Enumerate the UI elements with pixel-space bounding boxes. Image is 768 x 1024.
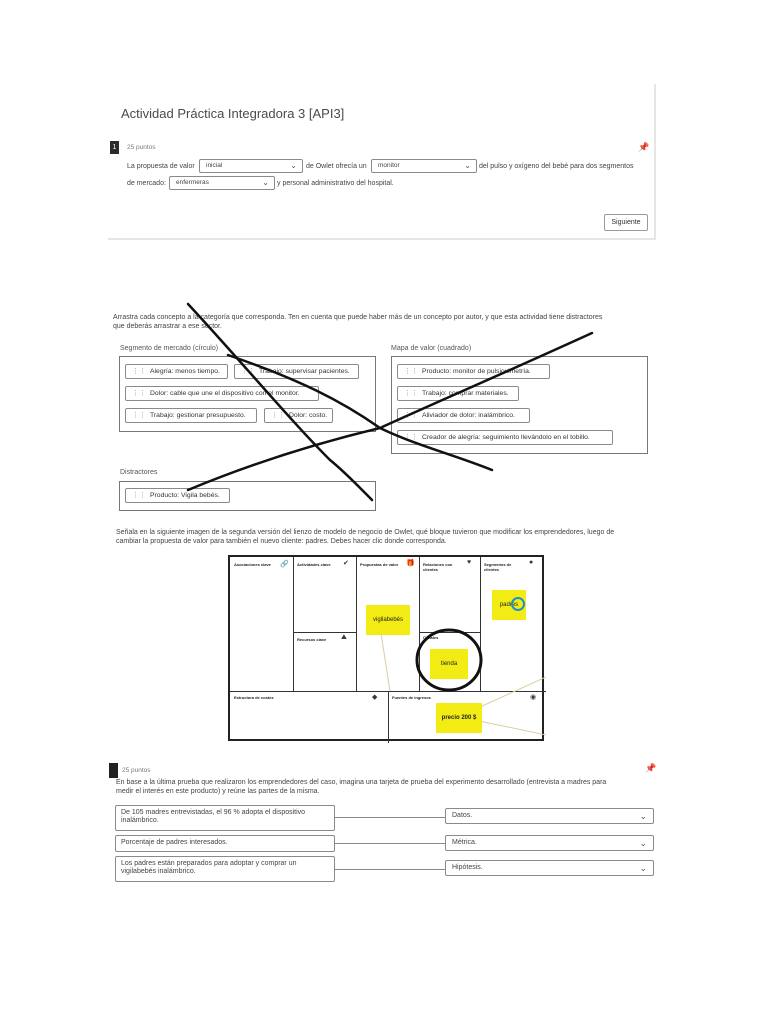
block-key-resources[interactable]: Recursos clave [297,637,327,642]
chevron-down-icon: ⌄ [464,161,471,170]
chip-label: Creador de alegría: seguimiento llevándolo en el tobillo. [422,434,590,441]
chip-label: Aliviador de dolor: inalámbrico. [422,412,515,419]
select-value: Hipótesis. [452,864,483,871]
chip-label: Trabajo: comprar materiales. [422,390,509,397]
drag-handle-icon: ⋮⋮ [132,390,146,397]
next-button[interactable]: Siguiente [604,214,648,231]
block-channels[interactable]: Canales [423,635,439,640]
select-value: inicial [206,162,223,169]
drag-handle-icon: ⋮⋮ [132,412,146,419]
matching-instructions [116,778,656,796]
select-value: Datos. [452,812,473,819]
match-prompt [115,835,335,852]
drag-handle-icon: ⋮⋮ [404,434,418,441]
select-value: Métrica. [452,839,477,846]
pin-icon[interactable]: 📌 [638,142,650,152]
block-value-proposition[interactable]: Propuestas de valor [360,562,399,567]
chip-label: Trabajo: gestionar presupuesto. [150,412,246,419]
sticky-note-segment: padres [492,590,526,620]
drag-handle-icon: ⋮⋮ [404,368,418,375]
chip-label: Alegría: menos tiempo. [150,368,220,375]
question-text-e: y personal administrativo del hospital. [277,180,394,187]
instructions-line: que deberás arrastrar a ese sector. [113,323,222,330]
block-cost-structure[interactable]: Estructura de costes [234,695,274,700]
page-title: Actividad Práctica Integradora 3 [API3] [121,106,345,121]
match-connector-line [335,843,445,844]
heart-icon: ♥ [467,559,472,566]
factory-icon: ⛰ [341,634,347,641]
match-answer-select[interactable] [445,808,654,824]
match-connector-line [335,817,445,818]
zone-title-market-segment: Segmento de mercado (círculo) [120,345,219,352]
prompt-line: inalámbrico. [121,817,159,824]
question-text-d: de mercado: [127,180,166,187]
money-bag-icon: ◉ [530,694,537,701]
tag-icon: ◆ [372,694,378,701]
select-value: enfermeras [176,179,209,186]
drag-handle-icon: ⋮⋮ [404,412,418,419]
question-text-a: La propuesta de valor [127,163,195,170]
points-label: 25 puntos [122,767,151,774]
chip-label: Trabajo: supervisar pacientes. [259,368,350,375]
instructions-line: En base a la última prueba que realizaron los emprendedores del caso, imagina una tarjeta de prueba del experimento desarrollado (entrevista a madres para [116,779,607,786]
prompt-line: Los padres están preparados para adoptar y comprar un [121,860,297,867]
check-icon: ✔ [343,560,349,567]
gift-icon: 🎁 [406,560,415,567]
sticky-note-value: vigilabebés [366,605,410,635]
match-prompt [115,856,335,882]
chip-label: Producto: Vigila bebés. [150,492,220,499]
drag-handle-icon: ⋮⋮ [241,368,255,375]
instructions-line: medir el interés en este producto) y reúne las partes de la misma. [116,788,320,795]
drag-handle-icon: ⋮⋮ [132,368,146,375]
question-number-badge: 1 [110,141,119,154]
chip-label: Dolor: cable que une el dispositivo con el monitor. [150,390,300,397]
points-label: 25 puntos [127,144,156,151]
chip-label: Producto: monitor de pulsioximetría. [422,368,531,375]
zone-title-value-map: Mapa de valor (cuadrado) [391,345,472,352]
zone-title-distractors: Distractores [120,469,158,476]
block-revenue-streams[interactable]: Fuentes de ingresos [392,695,431,700]
prompt-line: vigilabebés inalámbrico. [121,868,196,875]
select-value: monitor [378,162,400,169]
drag-handle-icon: ⋮⋮ [132,492,146,499]
block-key-partners[interactable]: Asociaciones clave [234,562,271,567]
chevron-down-icon: ⌄ [290,161,297,170]
chip-label: Dolor: costo. [289,412,328,419]
instructions-line: Arrastra cada concepto a la categoría que corresponda. Ten en cuenta que puede haber más de un concepto por autor, y que esta actividad tiene distractores [113,314,603,321]
sticky-note-price: precio 200 $ [436,703,482,733]
match-connector-line [335,869,445,870]
block-customer-segments[interactable]: Segmentos de clientes [484,562,512,572]
chevron-down-icon: ⌄ [639,811,647,821]
chevron-down-icon: ⌄ [639,863,647,873]
match-prompt [115,805,335,831]
question-number-badge [109,763,118,778]
sticky-note-channel: tienda [430,649,468,679]
chevron-down-icon: ⌄ [262,178,269,187]
drag-handle-icon: ⋮⋮ [271,412,285,419]
link-icon: 🔗 [280,561,289,568]
prompt-line: De 105 madres entrevistadas, el 96 % adopta el dispositivo [121,809,306,816]
block-key-activities[interactable]: Actividades clave [297,562,331,567]
prompt-line: Porcentaje de padres interesados. [121,839,228,846]
chevron-down-icon: ⌄ [639,838,647,848]
block-customer-relationships[interactable]: Relaciones con clientes [423,562,453,572]
drag-handle-icon: ⋮⋮ [404,390,418,397]
instructions-line: cambiar la propuesta de valor para también el nuevo cliente: padres. Debes hacer clic donde corresponda. [116,538,447,545]
question-text-b: de Owlet ofrecía un [306,163,367,170]
question-text-c: del pulso y oxígeno del bebé para dos segmentos [479,163,634,170]
pin-icon[interactable]: 📌 [645,763,657,773]
users-icon: ● [529,559,534,566]
match-answer-select[interactable] [445,860,654,876]
match-answer-select[interactable] [445,835,654,851]
instructions-line: Señala en la siguiente imagen de la segunda versión del lienzo de modelo de negocio de Owlet, qué bloque tuvieron que modificar los emprendedores, luego de [116,529,615,536]
